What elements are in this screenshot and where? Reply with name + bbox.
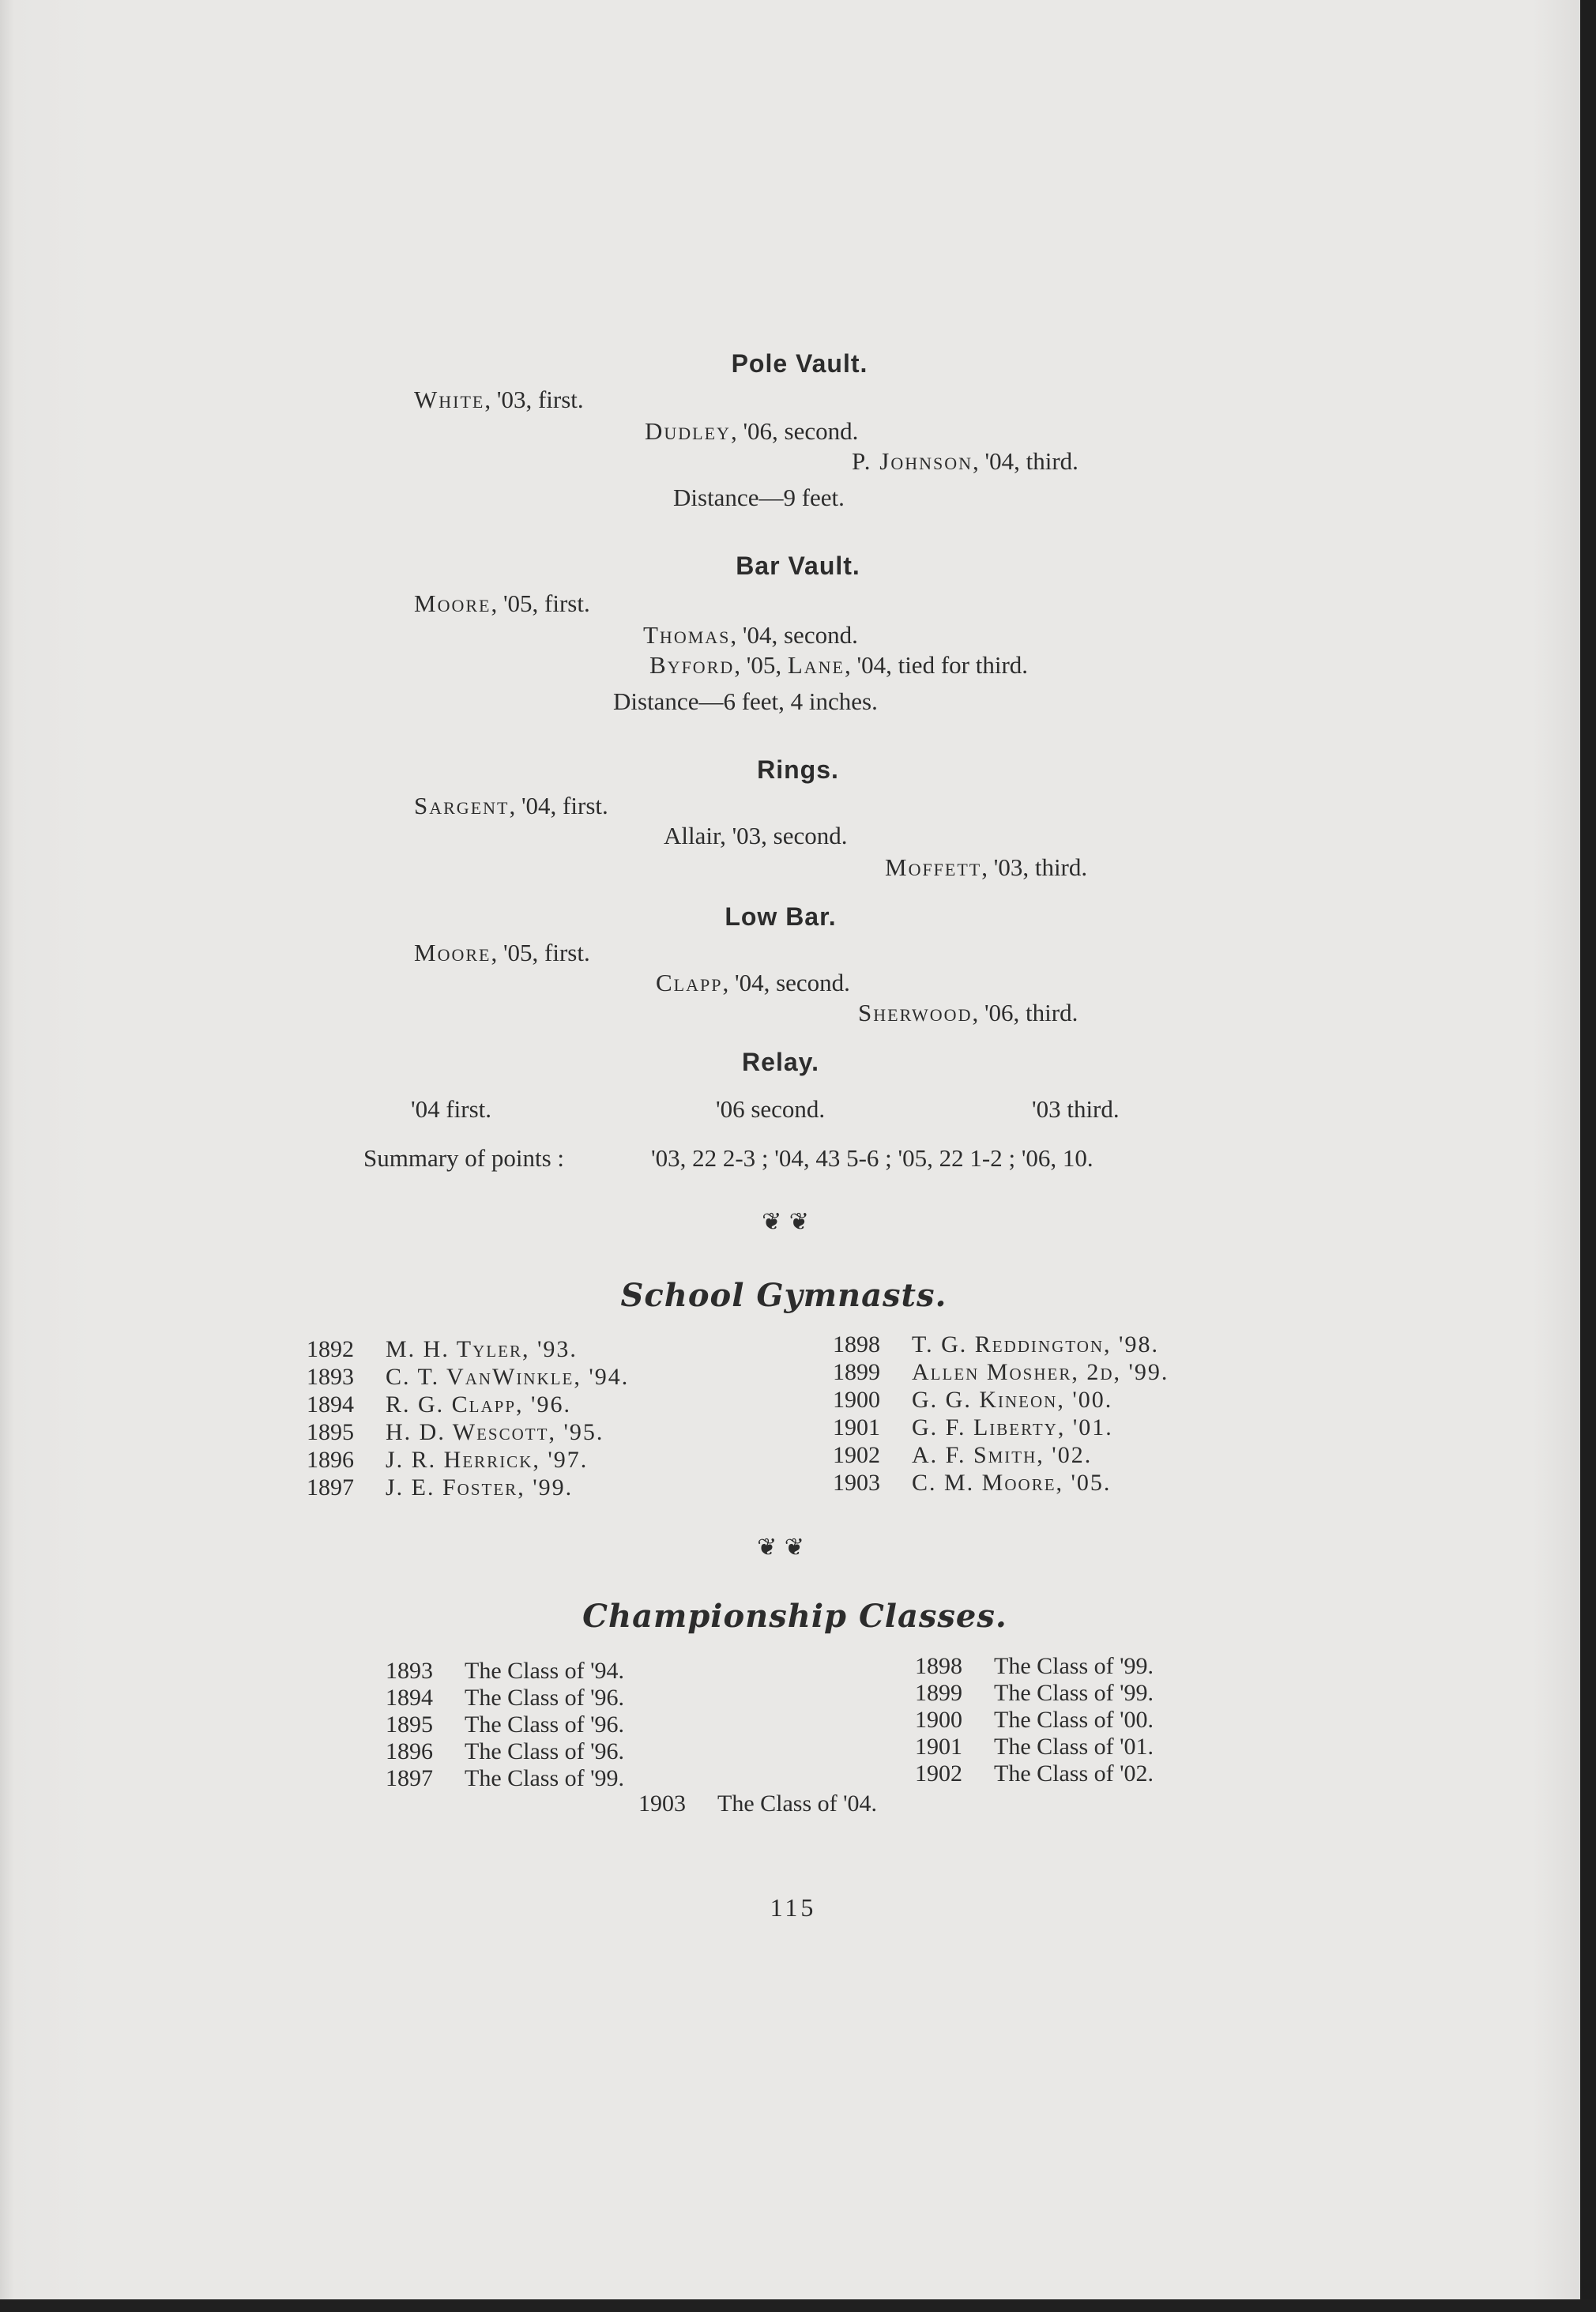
gymnast-name: C. T. VanWinkle, '94. (386, 1364, 630, 1390)
list-item (833, 1358, 1169, 1386)
relay-heading: Relay. (742, 1048, 819, 1076)
gymnast-name: R. G. Clapp, '96. (386, 1391, 571, 1418)
list-item (386, 1765, 624, 1792)
year: 1899 (833, 1359, 880, 1385)
list-item (386, 1738, 624, 1765)
year: 1895 (386, 1711, 433, 1738)
fleuron-ornament-icon: ❦ ❦ (762, 1208, 809, 1236)
class-name: The Class of '96. (465, 1738, 625, 1764)
list-item (307, 1446, 629, 1474)
bar-vault-first (414, 591, 590, 616)
athlete-name: Byford (649, 651, 735, 679)
class-name: The Class of '01. (994, 1734, 1154, 1760)
school-gymnasts-left-column (307, 1335, 629, 1501)
gymnast-name: H. D. Wescott, '95. (386, 1419, 604, 1445)
gymnast-name: M. H. Tyler, '93. (386, 1336, 578, 1362)
list-item (386, 1658, 624, 1685)
low-bar-second (656, 970, 850, 995)
entry-detail: , '04, tied for third. (845, 651, 1029, 679)
list-item (833, 1331, 1169, 1358)
year: 1897 (386, 1765, 433, 1791)
entry-detail: , '06, third. (972, 999, 1078, 1026)
list-item (915, 1707, 1154, 1734)
page-edge-shadow (0, 2299, 1596, 2312)
fleuron-ornament-icon: ❦ ❦ (757, 1534, 804, 1561)
pole-vault-second (645, 419, 858, 443)
gymnast-name: G. F. Liberty, '01. (912, 1414, 1113, 1440)
entry-detail: , '03, first. (484, 386, 584, 413)
school-gymnasts-heading: School Gymnasts. (620, 1277, 947, 1314)
list-item (833, 1386, 1169, 1414)
list-item (833, 1469, 1169, 1497)
school-gymnasts-right-column (833, 1331, 1169, 1497)
entry-detail: , '06, second. (730, 417, 859, 445)
entry-detail: , '04, first. (509, 792, 608, 819)
list-item (915, 1760, 1154, 1787)
relay-second: '06 second. (716, 1095, 826, 1123)
entry-detail: , '04, third. (973, 447, 1078, 475)
bar-vault-distance: Distance—6 feet, 4 inches. (613, 687, 878, 715)
class-name: The Class of '99. (994, 1680, 1154, 1706)
list-item (915, 1680, 1154, 1707)
year: 1902 (915, 1760, 962, 1787)
low-bar-heading: Low Bar. (725, 902, 837, 931)
pole-vault-heading: Pole Vault. (731, 349, 868, 378)
year: 1898 (915, 1653, 962, 1679)
list-item (307, 1418, 629, 1446)
pole-vault-first (414, 387, 584, 412)
athlete-name: White (414, 386, 485, 413)
list-item (386, 1711, 624, 1738)
low-bar-third (858, 1000, 1078, 1025)
year: 1895 (307, 1419, 354, 1445)
page-edge-shadow (1580, 0, 1596, 2312)
year: 1894 (307, 1391, 354, 1418)
gymnast-name: G. G. Kineon, '00. (912, 1387, 1113, 1413)
athlete-name: P. Johnson (852, 447, 973, 475)
bar-vault-third (649, 653, 1028, 677)
pole-vault-distance: Distance—9 feet. (673, 484, 845, 511)
low-bar-first (414, 940, 590, 965)
year: 1901 (915, 1734, 962, 1760)
gymnast-name: T. G. Reddington, '98. (912, 1331, 1159, 1357)
list-item (915, 1653, 1154, 1680)
list-item (307, 1474, 629, 1501)
championship-final-row (638, 1792, 877, 1816)
rings-first (414, 793, 608, 818)
list-item (833, 1441, 1169, 1469)
year: 1894 (386, 1685, 433, 1711)
year: 1899 (915, 1680, 962, 1706)
entry-detail: , '04, second. (722, 969, 850, 996)
year: 1901 (833, 1414, 880, 1440)
class-name: The Class of '96. (465, 1711, 625, 1738)
gymnast-name: Allen Mosher, 2d, '99. (912, 1359, 1169, 1385)
athlete-name: Moore (414, 939, 491, 966)
gymnast-name: J. E. Foster, '99. (386, 1474, 574, 1501)
class-name: The Class of '02. (994, 1760, 1154, 1787)
entry-detail: , '05, first. (491, 589, 590, 617)
list-item (307, 1335, 629, 1363)
rings-third (885, 855, 1087, 879)
class-name: The Class of '04. (717, 1790, 878, 1817)
year: 1896 (307, 1447, 354, 1473)
athlete-name: Dudley (645, 417, 731, 445)
summary-label: Summary of points : (363, 1144, 565, 1172)
bar-vault-second (643, 623, 858, 647)
year: 1900 (915, 1707, 962, 1733)
year: 1893 (307, 1364, 354, 1390)
year: 1892 (307, 1336, 354, 1362)
relay-first: '04 first. (411, 1095, 492, 1123)
rings-second: Allair, '03, second. (664, 822, 848, 849)
athlete-name: Moore (414, 589, 491, 617)
championship-right-column (915, 1653, 1154, 1787)
championship-classes-heading: Championship Classes. (582, 1598, 1007, 1635)
rings-heading: Rings. (757, 755, 839, 784)
class-name: The Class of '00. (994, 1707, 1154, 1733)
year: 1903 (638, 1790, 686, 1817)
gymnast-name: C. M. Moore, '05. (912, 1470, 1112, 1496)
list-item (833, 1414, 1169, 1441)
year: 1903 (833, 1470, 880, 1496)
list-item (915, 1734, 1154, 1760)
gymnast-name: A. F. Smith, '02. (912, 1442, 1093, 1468)
pole-vault-third (852, 449, 1078, 473)
athlete-name: Moffett (885, 853, 982, 881)
athlete-name: Thomas (643, 621, 731, 649)
year: 1902 (833, 1442, 880, 1468)
entry-detail: , '05, (734, 651, 788, 679)
athlete-name: Lane (787, 651, 845, 679)
class-name: The Class of '96. (465, 1685, 625, 1711)
entry-detail: , '03, third. (981, 853, 1088, 881)
athlete-name: Sargent (414, 792, 510, 819)
list-item (307, 1391, 629, 1418)
championship-left-column (386, 1658, 624, 1792)
athlete-name: Sherwood (858, 999, 973, 1026)
year: 1900 (833, 1387, 880, 1413)
entry-detail: , '05, first. (491, 939, 590, 966)
year: 1896 (386, 1738, 433, 1764)
class-name: The Class of '94. (465, 1658, 625, 1684)
athlete-name: Clapp (656, 969, 723, 996)
bar-vault-heading: Bar Vault. (736, 552, 860, 580)
list-item (307, 1363, 629, 1391)
summary-value: '03, 22 2-3 ; '04, 43 5-6 ; '05, 22 1-2 ; '06, 10. (651, 1144, 1093, 1172)
year: 1898 (833, 1331, 880, 1357)
list-item (386, 1685, 624, 1711)
class-name: The Class of '99. (994, 1653, 1154, 1679)
relay-third: '03 third. (1032, 1095, 1120, 1123)
year: 1893 (386, 1658, 433, 1684)
year: 1897 (307, 1474, 354, 1501)
class-name: The Class of '99. (465, 1765, 625, 1791)
page-number: 115 (770, 1893, 817, 1922)
entry-detail: , '04, second. (730, 621, 858, 649)
gymnast-name: J. R. Herrick, '97. (386, 1447, 589, 1473)
